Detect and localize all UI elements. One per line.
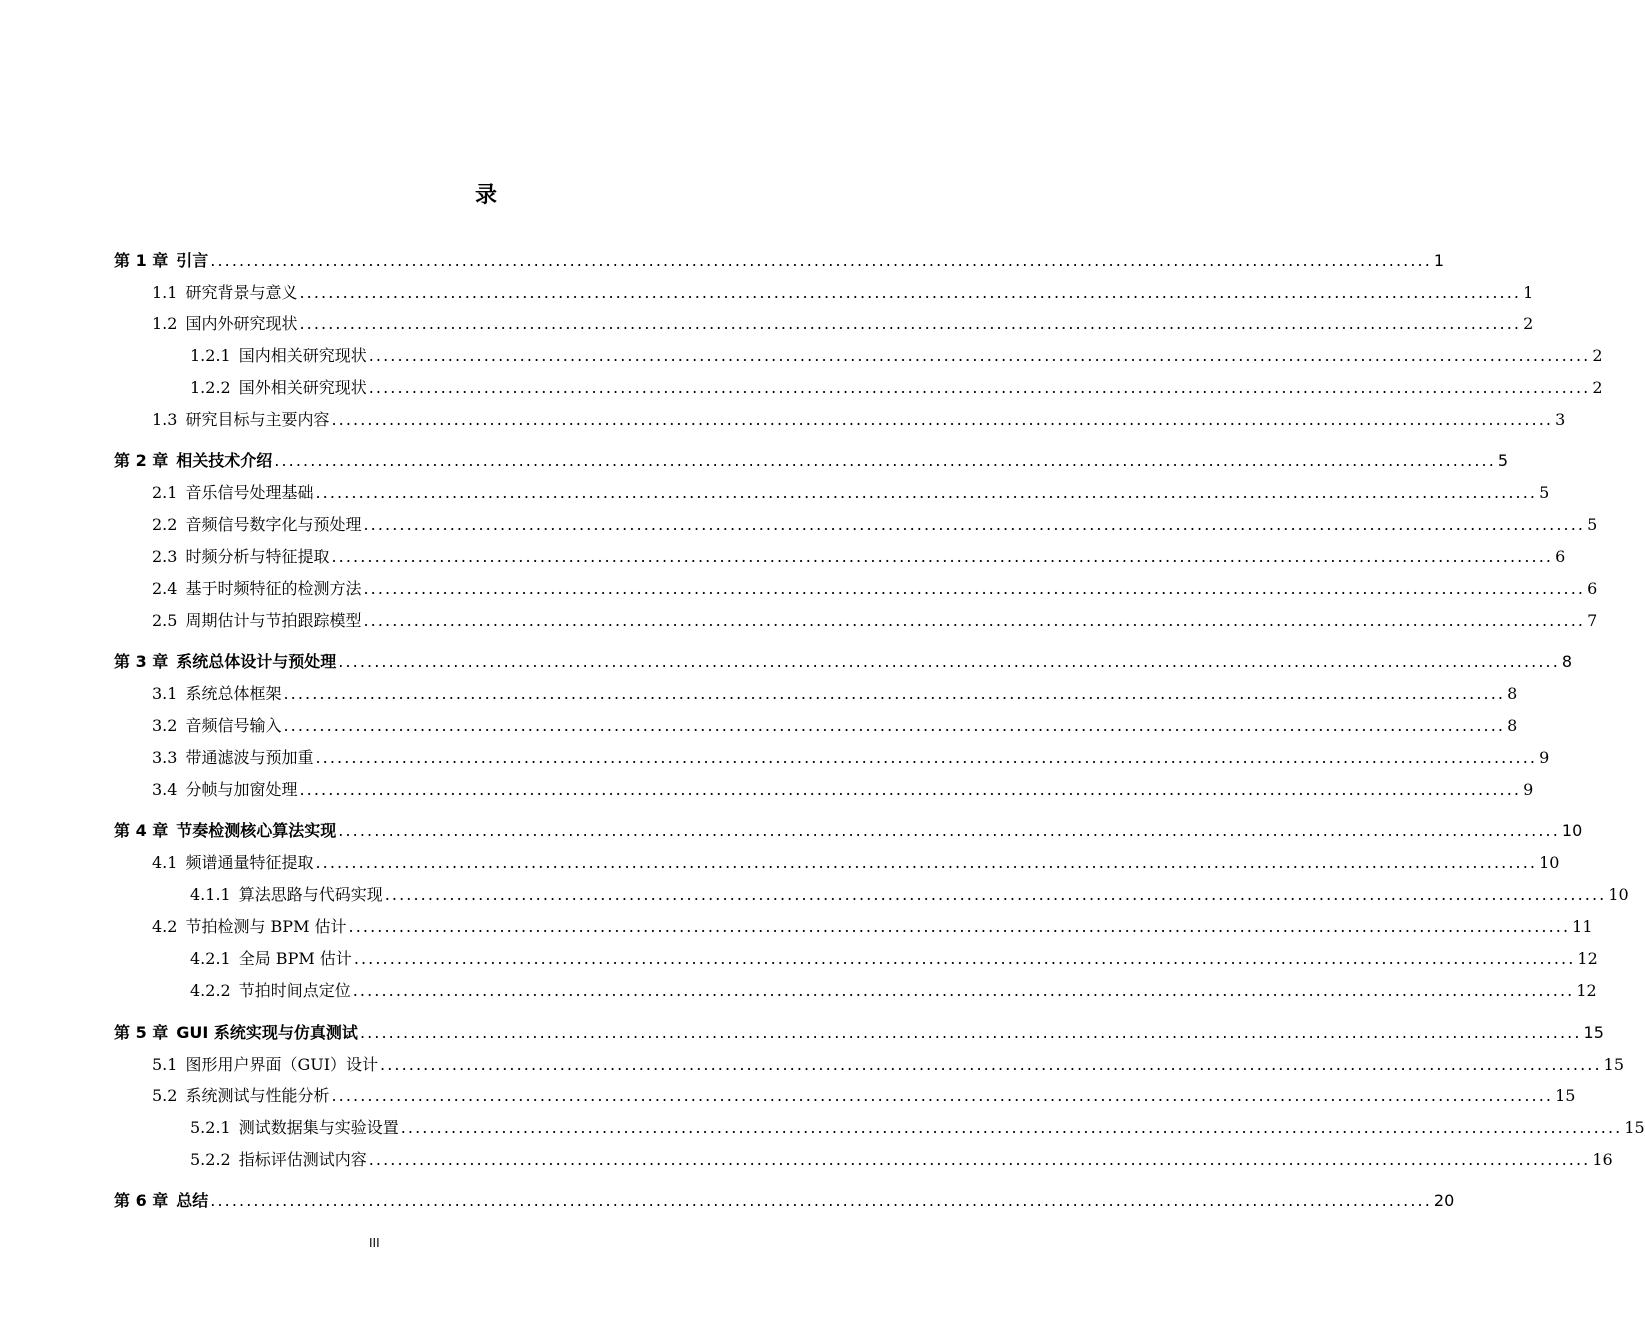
toc-entry[interactable] <box>190 1116 1645 1140</box>
toc-entry-number: 2.3 <box>152 547 178 566</box>
toc-entry-number: 4.2.1 <box>190 949 231 968</box>
toc-entry-page: 5 <box>1497 451 1509 470</box>
toc-entry-number: 5.2.1 <box>190 1118 231 1137</box>
toc-entry[interactable] <box>152 513 1598 537</box>
toc-entry[interactable] <box>114 819 1583 843</box>
dot-leader: .......................................................................................................................................................................... <box>368 378 1591 397</box>
toc-entry-number: 1.3 <box>152 410 178 429</box>
toc-entry[interactable] <box>190 979 1597 1003</box>
toc-entry[interactable] <box>114 1021 1604 1045</box>
toc-entry[interactable] <box>114 650 1573 674</box>
toc-entry[interactable] <box>152 1053 1625 1077</box>
toc-entry-title: 相关技术介绍 <box>176 451 273 470</box>
toc-entry-number: 4.2.2 <box>190 981 231 1000</box>
toc-entry-number: 3.3 <box>152 748 178 767</box>
dot-leader: .......................................................................................................................................................................... <box>331 410 1554 429</box>
footer-page-number: III <box>369 1236 380 1250</box>
toc-entry-number: 1.2.1 <box>190 346 231 365</box>
dot-leader: .......................................................................................................................................................................... <box>331 1086 1554 1105</box>
toc-entry-title: 周期估计与节拍跟踪模型 <box>185 611 362 630</box>
toc-entry-page: 12 <box>1576 981 1597 1000</box>
toc-entry-number: 第 2 章 <box>114 451 169 470</box>
toc-entry-page: 2 <box>1523 314 1534 333</box>
toc-entry-title: 基于时频特征的检测方法 <box>185 579 362 598</box>
toc-entry-number: 3.1 <box>152 684 178 703</box>
dot-leader: .......................................................................................................................................................................... <box>210 1191 1432 1210</box>
dot-leader: .......................................................................................................................................................................... <box>331 547 1554 566</box>
dot-leader: .......................................................................................................................................................................... <box>384 885 1607 904</box>
toc-entry-page: 8 <box>1561 652 1573 671</box>
dot-leader: .......................................................................................................................................................................... <box>348 917 1571 936</box>
dot-leader: .......................................................................................................................................................................... <box>274 451 1496 470</box>
toc-entry[interactable] <box>114 449 1509 473</box>
toc-entry[interactable] <box>152 481 1550 505</box>
dot-leader: .......................................................................................................................................................................... <box>283 684 1506 703</box>
toc-entry-page: 11 <box>1572 917 1593 936</box>
toc-entry-number: 5.2 <box>152 1086 178 1105</box>
toc-entry-page: 5 <box>1587 515 1598 534</box>
dot-leader: .......................................................................................................................................................................... <box>299 283 1522 302</box>
toc-entry-page: 20 <box>1433 1191 1455 1210</box>
toc-entry-title: 国内外研究现状 <box>185 314 298 333</box>
toc-entry-title: 算法思路与代码实现 <box>238 885 383 904</box>
toc-entry-title: GUI 系统实现与仿真测试 <box>176 1023 358 1042</box>
toc-entry-number: 第 5 章 <box>114 1023 169 1042</box>
toc-entry-number: 3.4 <box>152 780 178 799</box>
toc-entry-page: 15 <box>1624 1118 1645 1137</box>
toc-entry-page: 9 <box>1523 780 1534 799</box>
toc-entry-title: 频谱通量特征提取 <box>185 853 314 872</box>
toc-entry-page: 15 <box>1583 1023 1604 1042</box>
toc-entry-title: 总结 <box>176 1191 209 1210</box>
toc-entry-number: 2.5 <box>152 611 178 630</box>
toc-entry[interactable] <box>114 1189 1455 1213</box>
toc-entry-page: 15 <box>1555 1086 1576 1105</box>
toc-entry-page: 1 <box>1523 283 1534 302</box>
toc-entry-number: 第 1 章 <box>114 251 169 270</box>
dot-leader: .......................................................................................................................................................................... <box>368 346 1591 365</box>
toc-entry-page: 10 <box>1608 885 1629 904</box>
dot-leader: .......................................................................................................................................................................... <box>359 1023 1582 1042</box>
toc-entry-number: 4.1 <box>152 853 178 872</box>
toc-entry-page: 8 <box>1507 716 1518 735</box>
toc-entry-title: 测试数据集与实验设置 <box>238 1118 399 1137</box>
toc-entry-number: 3.2 <box>152 716 178 735</box>
toc-entry-number: 2.1 <box>152 483 178 502</box>
toc-entry-title: 带通滤波与预加重 <box>185 748 314 767</box>
toc-entry-title: 音乐信号处理基础 <box>185 483 314 502</box>
toc-entry-page: 10 <box>1539 853 1560 872</box>
toc-entry-title: 节奏检测核心算法实现 <box>176 821 337 840</box>
toc-entry-page: 8 <box>1507 684 1518 703</box>
toc-entry[interactable] <box>114 249 1445 273</box>
toc-entry[interactable] <box>152 714 1518 738</box>
dot-leader: .......................................................................................................................................................................... <box>368 1150 1591 1169</box>
toc-entry-page: 12 <box>1577 949 1598 968</box>
toc-entry-page: 5 <box>1539 483 1550 502</box>
dot-leader: .......................................................................................................................................................................... <box>338 821 1560 840</box>
toc-entry-title: 音频信号输入 <box>185 716 282 735</box>
toc-entry-page: 7 <box>1587 611 1598 630</box>
toc-entry[interactable] <box>152 545 1566 569</box>
dot-leader: .......................................................................................................................................................................... <box>363 515 1586 534</box>
dot-leader: .......................................................................................................................................................................... <box>352 981 1575 1000</box>
dot-leader: .......................................................................................................................................................................... <box>315 853 1538 872</box>
toc-entry-title: 节拍检测与 BPM 估计 <box>185 917 347 936</box>
page-title: 录 <box>474 183 497 208</box>
toc-entry-title: 系统总体框架 <box>185 684 282 703</box>
toc-entry-number: 第 3 章 <box>114 652 169 671</box>
dot-leader: .......................................................................................................................................................................... <box>363 579 1586 598</box>
toc-entry-title: 指标评估测试内容 <box>238 1150 367 1169</box>
toc-entry[interactable] <box>152 312 1534 336</box>
toc-entry-number: 5.1 <box>152 1055 178 1074</box>
toc-entry[interactable] <box>152 778 1534 802</box>
dot-leader: .......................................................................................................................................................................... <box>400 1118 1623 1137</box>
toc-entry-page: 10 <box>1561 821 1583 840</box>
toc-entry[interactable] <box>190 376 1603 400</box>
dot-leader: .......................................................................................................................................................................... <box>299 780 1522 799</box>
toc-entry[interactable] <box>190 344 1603 368</box>
toc-entry[interactable] <box>152 577 1598 601</box>
toc-entry[interactable] <box>190 1148 1613 1172</box>
toc-entry-number: 5.2.2 <box>190 1150 231 1169</box>
toc-entry[interactable] <box>152 682 1518 706</box>
toc-entry-page: 2 <box>1592 346 1603 365</box>
toc-entry-page: 3 <box>1555 410 1566 429</box>
toc-entry-page: 2 <box>1592 378 1603 397</box>
toc-entry-page: 16 <box>1592 1150 1613 1169</box>
dot-leader: .......................................................................................................................................................................... <box>315 748 1538 767</box>
toc-entry[interactable] <box>152 609 1598 633</box>
toc-entry-title: 系统测试与性能分析 <box>185 1086 330 1105</box>
toc-entry-page: 1 <box>1433 251 1445 270</box>
toc-entry[interactable] <box>152 1084 1576 1108</box>
dot-leader: .......................................................................................................................................................................... <box>315 483 1538 502</box>
toc-entry-number: 4.2 <box>152 917 178 936</box>
toc-entry[interactable] <box>152 746 1550 770</box>
toc-entry-number: 1.2.2 <box>190 378 231 397</box>
toc-entry-number: 第 4 章 <box>114 821 169 840</box>
toc-entry-title: 分帧与加窗处理 <box>185 780 298 799</box>
toc-entry-title: 研究背景与意义 <box>185 283 298 302</box>
toc-entry-title: 国外相关研究现状 <box>238 378 367 397</box>
toc-entry-title: 全局 BPM 估计 <box>238 949 352 968</box>
dot-leader: .......................................................................................................................................................................... <box>210 251 1432 270</box>
dot-leader: .......................................................................................................................................................................... <box>363 611 1586 630</box>
dot-leader: .......................................................................................................................................................................... <box>380 1055 1602 1074</box>
toc-entry-title: 节拍时间点定位 <box>238 981 351 1000</box>
dot-leader: .......................................................................................................................................................................... <box>338 652 1560 671</box>
toc-entry[interactable] <box>190 947 1598 971</box>
toc-entry-page: 6 <box>1587 579 1598 598</box>
toc-entry-title: 系统总体设计与预处理 <box>176 652 337 671</box>
toc-entry-number: 第 6 章 <box>114 1191 169 1210</box>
toc-entry[interactable] <box>190 883 1629 907</box>
toc-entry-page: 6 <box>1555 547 1566 566</box>
toc-entry-number: 1.1 <box>152 283 178 302</box>
dot-leader: .......................................................................................................................................................................... <box>283 716 1506 735</box>
toc-entry-page: 9 <box>1539 748 1550 767</box>
toc-entry-number: 2.2 <box>152 515 178 534</box>
toc-entry-title: 时频分析与特征提取 <box>185 547 330 566</box>
dot-leader: .......................................................................................................................................................................... <box>299 314 1522 333</box>
toc-entry[interactable] <box>152 851 1560 875</box>
toc-entry-title: 研究目标与主要内容 <box>185 410 330 429</box>
toc-entry-title: 国内相关研究现状 <box>238 346 367 365</box>
toc-entry[interactable] <box>152 915 1593 939</box>
toc-entry[interactable] <box>152 408 1566 432</box>
toc-entry-number: 4.1.1 <box>190 885 231 904</box>
toc-entry[interactable] <box>152 281 1534 305</box>
toc-entry-title: 音频信号数字化与预处理 <box>185 515 362 534</box>
toc-entry-title: 图形用户界面（GUI）设计 <box>185 1055 379 1074</box>
toc-entry-number: 1.2 <box>152 314 178 333</box>
toc-entry-page: 15 <box>1603 1055 1625 1074</box>
dot-leader: .......................................................................................................................................................................... <box>353 949 1576 968</box>
toc-entry-number: 2.4 <box>152 579 178 598</box>
toc-entry-title: 引言 <box>176 251 209 270</box>
